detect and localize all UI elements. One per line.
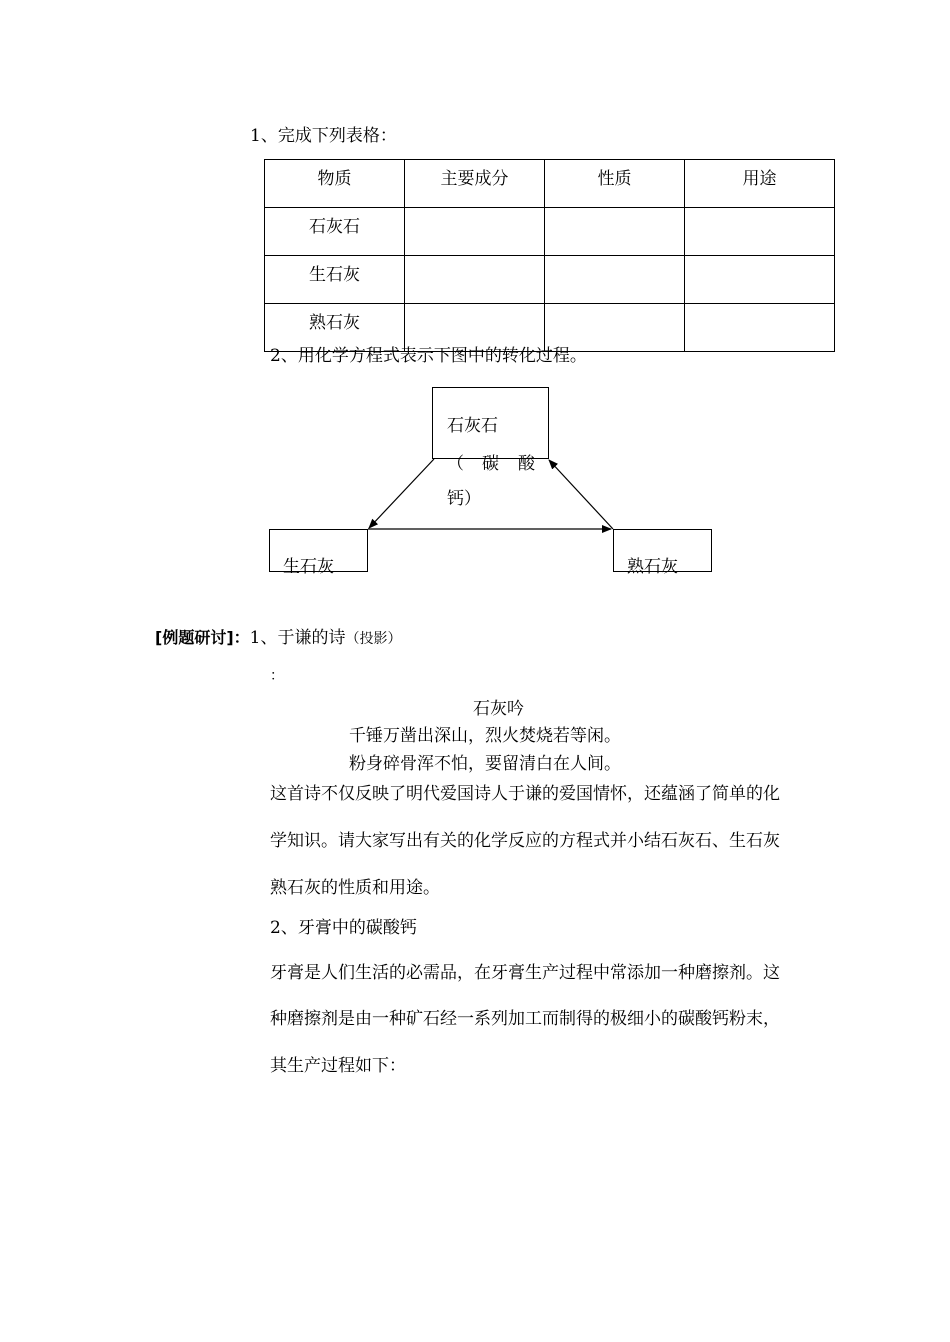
question-2: 2、用化学方程式表示下图中的转化过程。 xyxy=(270,346,587,366)
paragraph-1-line-2: 学知识。请大家写出有关的化学反应的方程式并小结石灰石、生石灰 xyxy=(270,831,780,851)
arrow-limestone-to-quicklime xyxy=(369,459,434,528)
table-cell: 熟石灰 xyxy=(265,304,405,352)
quicklime-label: 生石灰 xyxy=(283,557,334,577)
example-item-2: 2、牙膏中的碳酸钙 xyxy=(270,918,417,938)
question-1: 1、完成下列表格： xyxy=(250,126,397,146)
example-heading: [例题研讨] xyxy=(155,628,234,647)
poem-line-1: 千锤万凿出深山，烈火焚烧若等闲。 xyxy=(349,726,621,746)
header-cell: 主要成分 xyxy=(405,160,545,208)
paragraph-2-line-3: 其生产过程如下： xyxy=(270,1056,406,1076)
poem-line-2: 粉身碎骨浑不怕，要留清白在人间。 xyxy=(349,754,621,774)
example-item-1-note: （投影） xyxy=(345,631,402,647)
example-heading-line xyxy=(155,623,401,648)
table-cell: 石灰石 xyxy=(265,208,405,256)
stray-colon: ： xyxy=(270,668,284,684)
paragraph-1-line-1: 这首诗不仅反映了明代爱国诗人于谦的爱国情怀，还蕴涵了简单的化 xyxy=(270,784,780,804)
slaked-lime-label: 熟石灰 xyxy=(627,557,678,577)
limestone-label: 石灰石 xyxy=(447,416,498,436)
header-cell: 性质 xyxy=(545,160,685,208)
limestone-paren-open: （ xyxy=(447,454,464,474)
diagram-arrows xyxy=(0,0,950,620)
header-cell: 用途 xyxy=(685,160,835,208)
arrow-slaked-lime-to-limestone xyxy=(549,460,613,529)
paragraph-2-line-1: 牙膏是人们生活的必需品，在牙膏生产过程中常添加一种磨擦剂。这 xyxy=(270,963,780,983)
table-cell: 生石灰 xyxy=(265,256,405,304)
paragraph-2-line-2: 种磨擦剂是由一种矿石经一系列加工而制得的极细小的碳酸钙粉末， xyxy=(270,1009,780,1029)
limestone-char-3: 钙） xyxy=(447,489,481,509)
limestone-char-2: 酸 xyxy=(518,454,535,474)
limestone-char-1: 碳 xyxy=(482,454,499,474)
paragraph-1-line-3: 熟石灰的性质和用途。 xyxy=(270,878,440,898)
header-cell: 物质 xyxy=(265,160,405,208)
example-heading-colon: ： xyxy=(233,628,250,647)
example-item-1: 1、于谦的诗 xyxy=(249,628,346,648)
poem-title: 石灰吟 xyxy=(473,699,524,719)
